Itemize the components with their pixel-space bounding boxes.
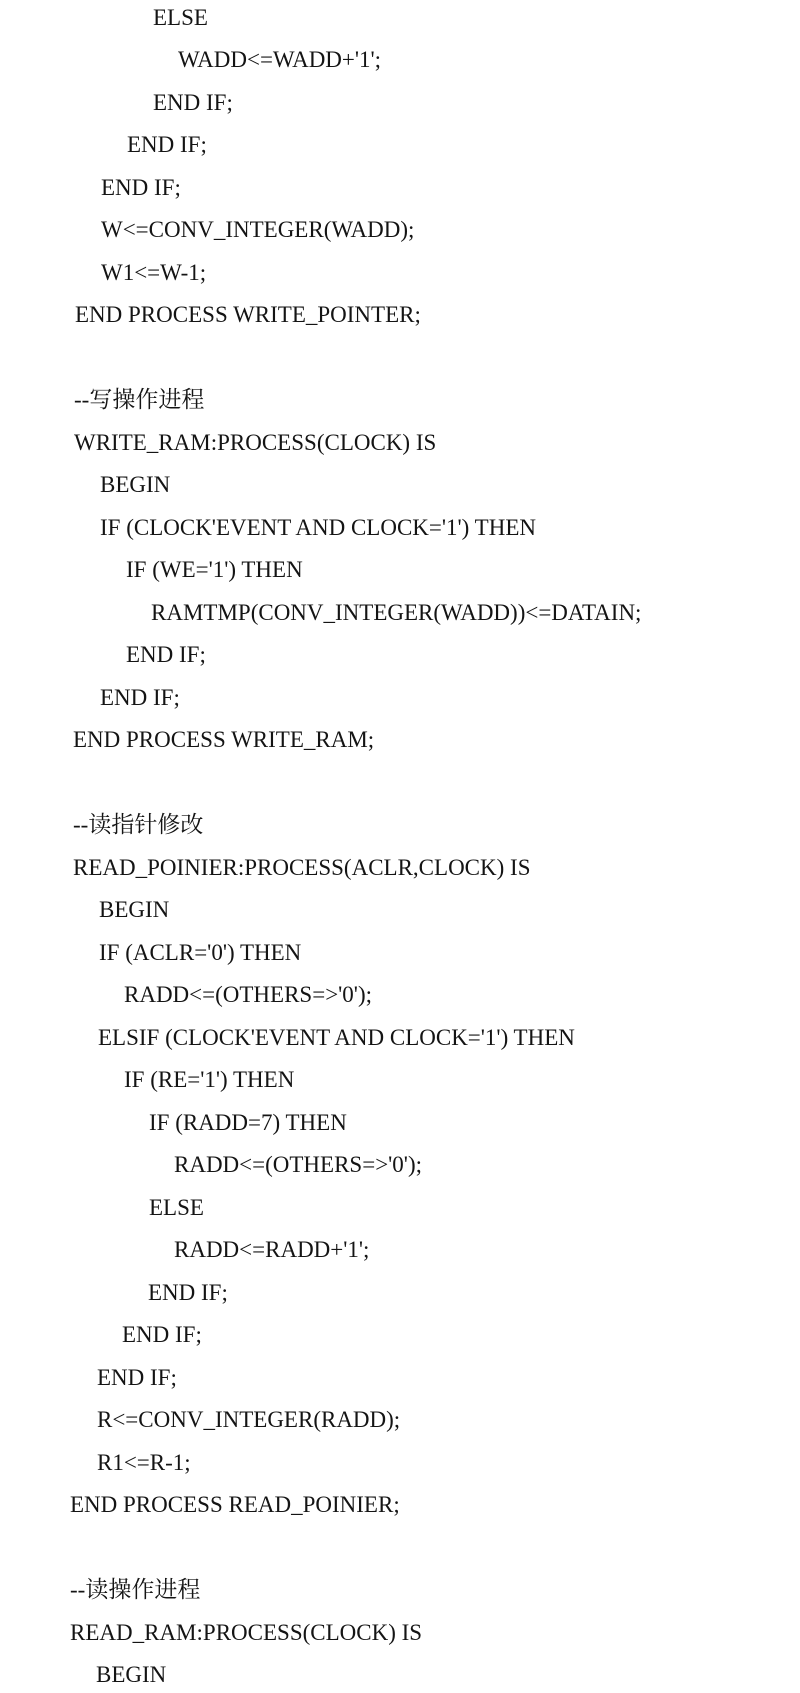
code-line: R1<=R-1; <box>97 1450 191 1475</box>
code-line: END PROCESS WRITE_RAM; <box>73 727 375 752</box>
code-line: RADD<=(OTHERS=>'0'); <box>124 982 373 1007</box>
code-line: WRITE_RAM:PROCESS(CLOCK) IS <box>74 430 437 455</box>
code-line: BEGIN <box>99 897 170 922</box>
code-line: ELSIF (CLOCK'EVENT AND CLOCK='1') THEN <box>98 1025 575 1050</box>
code-line: IF (ACLR='0') THEN <box>99 940 302 965</box>
code-line: W<=CONV_INTEGER(WADD); <box>101 217 415 242</box>
code-line: BEGIN <box>96 1662 167 1687</box>
code-line: ELSE <box>153 5 208 30</box>
code-line: END IF; <box>127 132 207 157</box>
code-line: READ_RAM:PROCESS(CLOCK) IS <box>70 1620 423 1645</box>
code-line: END IF; <box>122 1322 202 1347</box>
code-line: IF (RE='1') THEN <box>124 1067 295 1092</box>
code-line: IF (WE='1') THEN <box>126 557 303 582</box>
code-line: READ_POINIER:PROCESS(ACLR,CLOCK) IS <box>73 855 531 880</box>
code-line: WADD<=WADD+'1'; <box>178 47 382 72</box>
code-line: RAMTMP(CONV_INTEGER(WADD))<=DATAIN; <box>151 600 642 625</box>
code-line: END IF; <box>100 685 180 710</box>
code-line: END IF; <box>148 1280 228 1305</box>
comment-line: --写操作进程 <box>74 387 205 412</box>
comment-line: --读操作进程 <box>70 1577 201 1602</box>
code-line: RADD<=RADD+'1'; <box>174 1237 370 1262</box>
code-line: IF (RADD=7) THEN <box>149 1110 347 1135</box>
code-line: END IF; <box>126 642 206 667</box>
code-line: END IF; <box>101 175 181 200</box>
code-line: END IF; <box>97 1365 177 1390</box>
code-line: R<=CONV_INTEGER(RADD); <box>97 1407 401 1432</box>
comment-line: --读指针修改 <box>73 812 204 837</box>
code-line: ELSE <box>149 1195 204 1220</box>
code-line: W1<=W-1; <box>101 260 207 285</box>
code-line: END IF; <box>153 90 233 115</box>
code-line: RADD<=(OTHERS=>'0'); <box>174 1152 423 1177</box>
code-line: END PROCESS WRITE_POINTER; <box>75 302 421 327</box>
code-line: IF (CLOCK'EVENT AND CLOCK='1') THEN <box>100 515 536 540</box>
code-line: BEGIN <box>100 472 171 497</box>
code-line: END PROCESS READ_POINIER; <box>70 1492 400 1517</box>
